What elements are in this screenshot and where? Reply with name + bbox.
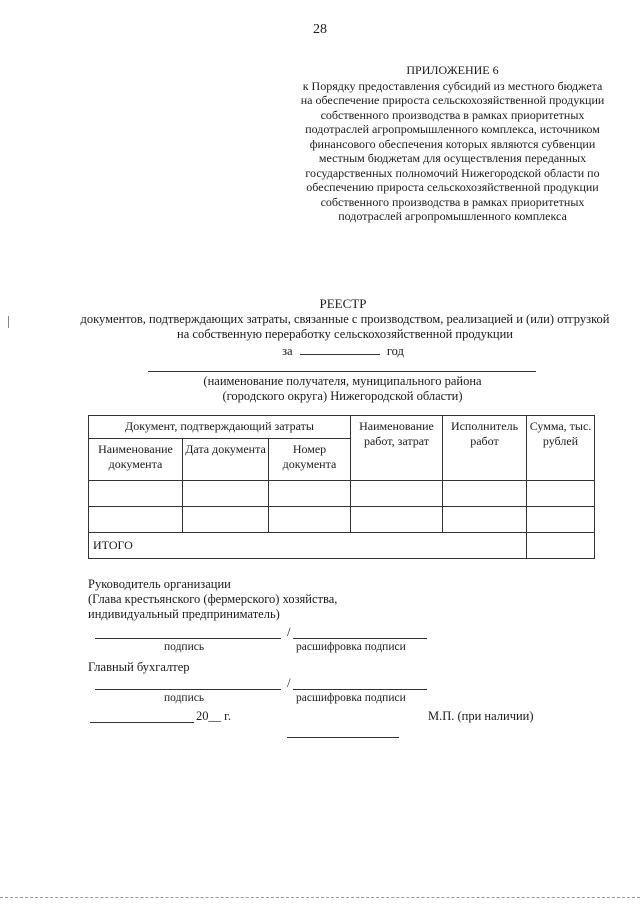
header-sum: Сумма, тыс. рублей: [527, 416, 595, 481]
head-slash: /: [287, 624, 291, 639]
header-executor: Исполнитель работ: [443, 416, 527, 481]
register-title: РЕЕСТР: [319, 296, 367, 311]
year-blank-field[interactable]: [300, 343, 380, 355]
accountant-slash: /: [287, 675, 291, 690]
total-sum-cell[interactable]: [527, 533, 595, 559]
register-table: [88, 415, 595, 559]
total-label: ИТОГО: [89, 533, 527, 559]
table-row: [89, 507, 595, 533]
scan-edge: [0, 897, 640, 898]
table-cell[interactable]: [527, 507, 595, 533]
table-cell[interactable]: [443, 507, 527, 533]
table-cell[interactable]: [183, 481, 269, 507]
date-text: 20__ г.: [196, 709, 231, 723]
table-cell[interactable]: [269, 507, 351, 533]
accountant-signature-caption: подпись: [164, 692, 205, 704]
accountant-decoding-line[interactable]: [293, 689, 427, 690]
appendix-title: ПРИЛОЖЕНИЕ 6: [406, 63, 499, 77]
accountant-decoding-caption: расшифровка подписи: [296, 692, 406, 704]
recipient-caption-line-1: (наименование получателя, муниципального района: [203, 374, 482, 388]
year-line: [0, 343, 640, 359]
table-cell[interactable]: [527, 481, 595, 507]
year-prefix: за: [282, 344, 293, 358]
head-signature-caption: подпись: [164, 641, 205, 653]
stamp-label: М.П. (при наличии): [428, 709, 534, 723]
recipient-caption: [140, 374, 545, 404]
head-signature-line[interactable]: [95, 638, 281, 639]
table-row: [89, 481, 595, 507]
table-cell[interactable]: [351, 481, 443, 507]
table-cell[interactable]: [89, 507, 183, 533]
header-doc-number: Номер документа: [269, 439, 351, 481]
head-decoding-line[interactable]: [293, 638, 427, 639]
head-label: [88, 577, 337, 622]
header-work-name: Наименование работ, затрат: [351, 416, 443, 481]
total-row: [89, 533, 595, 559]
year-suffix: год: [386, 344, 404, 358]
accountant-signature-line[interactable]: [95, 689, 281, 690]
group-header-cell: Документ, подтверждающий затраты: [89, 416, 351, 439]
appendix-text: к Порядку предоставления субсидий из местного бюджета на обеспечение прироста сельскохозяйственной продукции собственного производства в рамках приоритетных подотраслей агропромышленного комплекса, источником финансового обеспечения которых являются субвенции местным бюджетам для осуществления переданных государственных полномочий Нижегородской области по обеспечению прироста сельскохозяйственной продукции собственного производства в рамках приоритетных подотраслей агропромышленного комплекса: [300, 78, 605, 223]
register-subtitle: документов, подтверждающих затраты, связанные с производством, реализацией и (или) отгрузкой на собственную переработку сельскохозяйственной продукции: [80, 312, 610, 341]
head-decoding-caption: расшифровка подписи: [296, 641, 406, 653]
stamp-line: [287, 737, 399, 738]
head-label-line-1: Руководитель организации: [88, 577, 231, 591]
page-number: 28: [313, 22, 327, 37]
head-label-line-3: индивидуальный предприниматель): [88, 607, 280, 621]
appendix-block: [300, 63, 605, 224]
table-cell[interactable]: [351, 507, 443, 533]
margin-mark: [8, 316, 9, 328]
table-cell[interactable]: [183, 507, 269, 533]
accountant-label: Главный бухгалтер: [88, 660, 190, 674]
date-blank-line[interactable]: [90, 722, 194, 723]
header-doc-date: Дата документа: [183, 439, 269, 481]
recipient-caption-line-2: (городского округа) Нижегородской области): [222, 389, 463, 403]
table-cell[interactable]: [89, 481, 183, 507]
table-cell[interactable]: [269, 481, 351, 507]
table-cell[interactable]: [443, 481, 527, 507]
head-label-line-2: (Глава крестьянского (фермерского) хозяйства,: [88, 592, 338, 606]
recipient-blank-line[interactable]: [148, 371, 536, 372]
header-doc-name: Наименование документа: [89, 439, 183, 481]
